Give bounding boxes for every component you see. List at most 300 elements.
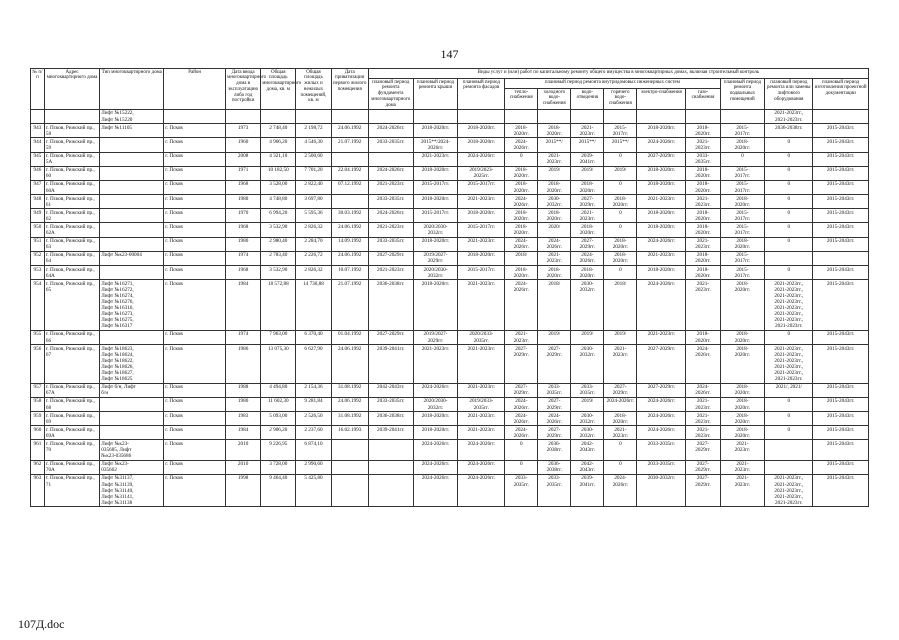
cell-facade: 2018-2020гг. [458, 209, 505, 223]
cell-area-living: 5 595,36 [296, 209, 331, 223]
cell-cold-water: 2020/ [538, 223, 571, 237]
cell-hot-water: 2018- 2020гг. [604, 412, 637, 426]
cell-basement: 2015- 2017гг. [720, 209, 765, 223]
cell-elevator: 0 [765, 138, 813, 152]
cell-foundation [368, 152, 413, 166]
cell-area-total: 6 994,20 [261, 209, 296, 223]
cell-gas: 2021- 2023гг. [686, 426, 720, 440]
cell-type: Лифт №16271, Лифт №16272, Лифт №16274, Лифт №16276, Лифт №16316, Лифт №16273, Лифт №16275, Лифт №16317 [100, 280, 164, 331]
table-row [31, 397, 869, 411]
cell-year: 1968 [226, 223, 261, 237]
cell-foundation: 2021-2023гг. [368, 223, 413, 237]
cell-gas: 2021- 2023гг. [686, 280, 720, 331]
cell-district: г. Псков [164, 152, 226, 166]
cell-hot-water: 2015**/ [604, 138, 637, 152]
cell-area-total: 4 321,10 [261, 152, 296, 166]
cell-privatization: 16.02.1993 [331, 426, 368, 440]
cell-elevator [765, 440, 813, 460]
cell-no: 955 [31, 330, 45, 344]
cell-area-total: 9 226,95 [261, 440, 296, 460]
cell-privatization: 24.06.1992 [331, 124, 368, 138]
cell-gas: 2018- 2020гг. [686, 251, 720, 265]
cell-roof: 2020/2030- 2032гг. [413, 397, 458, 411]
cell-address: г. Псков, Рижский пр., 5А [44, 152, 99, 166]
cell-elevator: 0 [765, 180, 813, 194]
cell-gas: 2024- 2026гг. [686, 383, 720, 397]
cell-basement: 2018- 2020гг. [720, 280, 765, 331]
cell-year: 1970 [226, 209, 261, 223]
cell-foundation: 2033-2035гг. [368, 397, 413, 411]
cell-roof: 2020/2030- 2032гг. [413, 223, 458, 237]
cell-year: 2010 [226, 440, 261, 460]
cell-year: 1983 [226, 412, 261, 426]
cell-year: 1968 [226, 180, 261, 194]
cell-heat: 2024- 2026гг. [505, 237, 538, 251]
cell-basement: 2018- 2020гг. [720, 345, 765, 384]
cell-cold-water: 2033- 2035гг. [538, 474, 571, 506]
cell-no: 959 [31, 412, 45, 426]
cell-privatization: 24.06.1992 [331, 345, 368, 384]
cell-gas: 2018- 2020гг. [686, 209, 720, 223]
cell-design: 2015-2043гг. [813, 223, 869, 237]
cell-elevator [765, 460, 813, 474]
cell-privatization: 31.08.1992 [331, 412, 368, 426]
cell-basement: 2015- 2017гг. [720, 251, 765, 265]
cell-design: 2015-2043гг. [813, 440, 869, 460]
cell-no: 958 [31, 397, 45, 411]
cell-address [44, 109, 99, 123]
cell-privatization: 24.06.1992 [331, 223, 368, 237]
table-row [31, 251, 869, 265]
cell-no: 961 [31, 440, 45, 460]
cell-privatization: 31.08.1992 [331, 383, 368, 397]
table-row [31, 426, 869, 440]
cell-electric [637, 109, 686, 123]
cell-design: 2015-2043гг. [813, 237, 869, 251]
cell-basement [720, 109, 765, 123]
cell-electric: 2024-2026гг. [637, 412, 686, 426]
cell-sewer: 2018- 2020гг. [571, 223, 604, 237]
cell-district: г. Псков [164, 397, 226, 411]
cell-district: г. Псков [164, 474, 226, 506]
cell-district: г. Псков [164, 180, 226, 194]
table-row [31, 209, 869, 223]
cell-district [164, 109, 226, 123]
cell-sewer: 2027- 2029гг. [571, 237, 604, 251]
cell-address: г. Псков, Рижский пр., 66 [44, 330, 99, 344]
cell-roof: 2018-2020гг. [413, 412, 458, 426]
cell-electric: 2027-2029гг. [637, 383, 686, 397]
cell-area-living: 2 526,50 [296, 412, 331, 426]
cell-cold-water: 2036- 2038гг. [538, 440, 571, 460]
cell-hot-water: 0 [604, 209, 637, 223]
cell-elevator: 0 [765, 195, 813, 209]
cell-gas: 2021- 2023гг. [686, 195, 720, 209]
col-header-address: Адрес многоквартирного дома [44, 69, 99, 110]
cell-cold-water: 2018- 2020гг. [538, 124, 571, 138]
cell-gas: 2027- 2029гг. [686, 460, 720, 474]
table-row [31, 460, 869, 474]
table-body [31, 109, 869, 506]
col-header-basement: плановый период ремонта подвальных помещений [720, 79, 765, 110]
cell-electric: 2018-2020гг. [637, 209, 686, 223]
cell-roof: 2018-2020гг. [413, 166, 458, 180]
cell-address: г. Псков, Рижский пр., 64А [44, 266, 99, 280]
cell-cold-water: 2024- 2026гг. [538, 237, 571, 251]
cell-facade: 2024-2026гг. [458, 440, 505, 460]
cell-design: 2015-2043гг. [813, 412, 869, 426]
cell-type [100, 195, 164, 209]
cell-foundation: 2024-2026гг. [368, 209, 413, 223]
cell-basement: 2018- 2020гг. [720, 383, 765, 397]
cell-year: 1984 [226, 280, 261, 331]
cell-roof: 2019/2027- 2029гг. [413, 251, 458, 265]
cell-type: Лифт №18623, Лифт №18624, Лифт №18622, Лифт №18626, Лифт №18627, Лифт №18625 [100, 345, 164, 384]
cell-gas: 2018- 2020гг. [686, 166, 720, 180]
cell-gas: 2021- 2023гг. [686, 237, 720, 251]
cell-area-total: 13 075,30 [261, 345, 296, 384]
cell-facade: 2021-2023гг. [458, 426, 505, 440]
cell-privatization: 10.07.1992 [331, 266, 368, 280]
cell-design: 2015-2043гг. [813, 266, 869, 280]
cell-no: 951 [31, 237, 45, 251]
cell-elevator: 2021-2023гг., 2021-2023гг., 2021-2023гг., 2021-2023гг., 2021-2023гг., 2021-2023гг., 2021-2023гг., 2021-2023гг. [765, 280, 813, 331]
cell-electric: 2033-2035гг. [637, 460, 686, 474]
cell-electric: 2018-2020гг. [637, 166, 686, 180]
cell-facade: 2021-2023гг. [458, 195, 505, 209]
capital-repair-register-table [30, 68, 869, 507]
cell-area-total: 11 602,30 [261, 397, 296, 411]
cell-roof: 2015-2017гг. [413, 180, 458, 194]
cell-facade: 2019/2033- 2035гг. [458, 397, 505, 411]
cell-type: Лифт №к23-00004 [100, 251, 164, 265]
cell-district: г. Псков [164, 266, 226, 280]
cell-cold-water: 2033- 2035гг. [538, 383, 571, 397]
cell-privatization: 22.04.1992 [331, 166, 368, 180]
cell-area-living: 6 874,10 [296, 440, 331, 460]
cell-area-total: 9 464,40 [261, 474, 296, 506]
cell-roof: 2024-2026гг. [413, 383, 458, 397]
cell-heat: 2033- 2035гг. [505, 474, 538, 506]
cell-foundation: 2027-2029гг. [368, 251, 413, 265]
cell-gas: 2018- 2020гг. [686, 266, 720, 280]
cell-sewer: 2019/ [571, 397, 604, 411]
cell-area-living: 2 154,36 [296, 383, 331, 397]
cell-design [813, 109, 869, 123]
cell-facade: 2018-2020гг. [458, 138, 505, 152]
cell-roof: 2018-2020гг. [413, 195, 458, 209]
cell-no: 960 [31, 426, 45, 440]
cell-electric: 2024-2026гг. [637, 280, 686, 331]
cell-cold-water: 2019/ [538, 330, 571, 344]
cell-area-total: 4 748,80 [261, 195, 296, 209]
cell-roof [413, 109, 458, 123]
table-row [31, 237, 869, 251]
cell-sewer [571, 109, 604, 123]
cell-facade: 2021-2023гг. [458, 280, 505, 331]
cell-area-total [261, 109, 296, 123]
cell-elevator: 0 [765, 223, 813, 237]
cell-foundation [368, 474, 413, 506]
cell-address: г. Псков, Рижский пр., 69А [44, 426, 99, 440]
cell-design: 2015-2043гг. [813, 426, 869, 440]
cell-design: 2015-2043гг. [813, 474, 869, 506]
cell-district: г. Псков [164, 124, 226, 138]
cell-gas: 2021- 2023гг. [686, 412, 720, 426]
cell-heat: 2027- 2029гг. [505, 383, 538, 397]
cell-privatization [331, 152, 368, 166]
cell-heat: 0 [505, 460, 538, 474]
cell-heat: 2018- 2020гг. [505, 124, 538, 138]
cell-roof: 2020/2030- 2032гг. [413, 266, 458, 280]
table-row [31, 180, 869, 194]
cell-cold-water: 2027- 2029гг. [538, 397, 571, 411]
table-row [31, 138, 869, 152]
cell-facade: 2021-2023гг. [458, 412, 505, 426]
cell-design: 2015-2043гг. [813, 195, 869, 209]
cell-design: 2015-2043гг. [813, 383, 869, 397]
cell-foundation [368, 440, 413, 460]
cell-electric: 2033-2035гг. [637, 440, 686, 460]
cell-design: 2015-2043гг. [813, 280, 869, 331]
cell-roof: 2015-2017гг. [413, 209, 458, 223]
cell-area-total: 3 532,90 [261, 223, 296, 237]
cell-area-total: 7 963,00 [261, 330, 296, 344]
cell-district: г. Псков [164, 195, 226, 209]
cell-elevator: 0 [765, 330, 813, 344]
cell-basement: 0 [720, 152, 765, 166]
cell-no: 947 [31, 180, 45, 194]
cell-foundation: 2033-2035гг. [368, 195, 413, 209]
cell-basement: 2015- 2017гг. [720, 180, 765, 194]
cell-basement: 2021- 2023гг. [720, 474, 765, 506]
cell-type: Лифт №31137, Лифт №31139, Лифт №31140, Лифт №31141, Лифт №31138 [100, 474, 164, 506]
col-header-area-living: Общая площадь жилых и нежилых помещений, кв. м [296, 69, 331, 110]
cell-year: 1998 [226, 474, 261, 506]
cell-basement: 2021- 2023гг. [720, 440, 765, 460]
cell-type [100, 266, 164, 280]
cell-hot-water: 0 [604, 266, 637, 280]
cell-district: г. Псков [164, 383, 226, 397]
cell-basement: 2015- 2017гг. [720, 124, 765, 138]
cell-type [100, 426, 164, 440]
cell-type [100, 397, 164, 411]
table-row [31, 440, 869, 460]
cell-area-living: 2 822,40 [296, 180, 331, 194]
cell-address: г. Псков, Рижский пр., 68 [44, 397, 99, 411]
cell-elevator: 2021-2023гг., 2021-2023гг. [765, 109, 813, 123]
cell-year: 1974 [226, 330, 261, 344]
cell-address: г. Псков, Рижский пр., 60 [44, 166, 99, 180]
cell-district: г. Псков [164, 209, 226, 223]
cell-design: 2015-2043гг. [813, 397, 869, 411]
cell-address: г. Псков, Рижский пр., 67 [44, 345, 99, 384]
cell-district: г. Псков [164, 426, 226, 440]
cell-heat: 2018- 2020гг. [505, 180, 538, 194]
cell-elevator: 0 [765, 209, 813, 223]
cell-privatization: 24.06.1992 [331, 251, 368, 265]
cell-type [100, 138, 164, 152]
col-header-cold-water: холодного водо-снабжения [538, 89, 571, 110]
cell-basement: 2021- 2023гг. [720, 460, 765, 474]
cell-basement: 2018- 2020гг. [720, 426, 765, 440]
cell-type [100, 330, 164, 344]
cell-no: 954 [31, 280, 45, 331]
cell-design: 2015-2043гг. [813, 124, 869, 138]
cell-area-living: 9 281,84 [296, 397, 331, 411]
cell-privatization: 30.03.1992 [331, 209, 368, 223]
cell-year [226, 109, 261, 123]
cell-year: 1988 [226, 383, 261, 397]
cell-foundation: 2024-2026гг. [368, 124, 413, 138]
cell-electric: 2018-2020гг. [637, 180, 686, 194]
cell-hot-water: 0 [604, 152, 637, 166]
cell-facade: 2018-2020гг. [458, 124, 505, 138]
cell-type: Лифт №к23- 035685, Лифт №к23-035686 [100, 440, 164, 460]
cell-privatization: 21.07.1992 [331, 280, 368, 331]
cell-heat: 2024- 2026гг. [505, 412, 538, 426]
cell-roof: 2019/2027- 2029гг. [413, 330, 458, 344]
cell-heat: 2027- 2029гг. [505, 345, 538, 384]
cell-roof: 2021-2023гг. [413, 345, 458, 384]
cell-facade: 2019/2023- 2025гг. [458, 166, 505, 180]
cell-area-total: 2 748,40 [261, 124, 296, 138]
table-row [31, 109, 869, 123]
cell-cold-water [538, 109, 571, 123]
cell-hot-water: 0 [604, 440, 637, 460]
cell-area-living: 2 237,60 [296, 426, 331, 440]
cell-area-total: 2 906,20 [261, 426, 296, 440]
col-header-district: Район [164, 69, 226, 110]
cell-address: г. Псков, Рижский пр., 61 [44, 195, 99, 209]
cell-type [100, 180, 164, 194]
cell-electric: 2018-2020гг. [637, 124, 686, 138]
table-row [31, 166, 869, 180]
cell-area-total: 5 093,00 [261, 412, 296, 426]
cell-sewer: 2030- 2032гг. [571, 426, 604, 440]
cell-heat: 2018- 2020гг. [505, 166, 538, 180]
cell-year: 1980 [226, 397, 261, 411]
cell-address: г. Псков, Рижский пр., 59 [44, 138, 99, 152]
cell-facade: 2021-2023гг. [458, 345, 505, 384]
cell-elevator: 0 [765, 426, 813, 440]
cell-heat: 2018- 2020гг. [505, 223, 538, 237]
cell-hot-water: 0 [604, 223, 637, 237]
col-header-roof: плановый период ремонта крыши [413, 79, 458, 110]
cell-address: г. Псков, Рижский пр., 67А [44, 383, 99, 397]
cell-basement: 2018- 2020гг. [720, 138, 765, 152]
header-row-1 [31, 69, 869, 79]
cell-electric: 2021-2023гг. [637, 251, 686, 265]
cell-address: г. Псков, Рижский пр., 64 [44, 251, 99, 265]
cell-basement: 2015- 2017гг. [720, 166, 765, 180]
cell-gas: 2024- 2026гг. [686, 345, 720, 384]
cell-hot-water: 2024-2026гг. [604, 397, 637, 411]
table-row [31, 266, 869, 280]
cell-type: Лифт №15222, Лифт №15220 [100, 109, 164, 123]
col-header-area-total: Общая площадь многоквартирного дома, кв. м [261, 69, 296, 110]
cell-type [100, 412, 164, 426]
cell-basement: 2018- 2020гг. [720, 237, 765, 251]
cell-heat: 0 [505, 440, 538, 460]
cell-cold-water: 2018- 2020гг. [538, 266, 571, 280]
cell-basement: 2018- 2020гг. [720, 412, 765, 426]
cell-district: г. Псков [164, 440, 226, 460]
col-header-hot-water: горячего водо-снабжения [604, 89, 637, 110]
table-row [31, 345, 869, 384]
cell-facade: 2015-2017гг. [458, 180, 505, 194]
cell-facade: 2018-2020гг. [458, 251, 505, 265]
col-header-privatization: Дата приватизации первого жилого помещения [331, 69, 368, 110]
cell-electric: 2018-2020гг. [637, 223, 686, 237]
cell-facade: 2020/2033- 2035гг. [458, 330, 505, 344]
cell-design: 2015-2043гг. [813, 345, 869, 384]
cell-sewer: 2018- 2020гг. [571, 266, 604, 280]
cell-facade: 2015-2017гг. [458, 223, 505, 237]
col-header-facade: плановый период ремонта фасадов [458, 79, 505, 110]
cell-elevator: 0 [765, 152, 813, 166]
cell-year: 1960 [226, 138, 261, 152]
cell-basement: 2015- 2017гг. [720, 223, 765, 237]
cell-electric: 2024-2026гг. [637, 237, 686, 251]
cell-cold-water: 2018/ [538, 280, 571, 331]
cell-no [31, 109, 45, 123]
cell-cold-water: 2036- 2038гг. [538, 460, 571, 474]
cell-year: 1968 [226, 266, 261, 280]
cell-gas: 2021- 2023гг. [686, 138, 720, 152]
col-header-sewer: водо-отведения [571, 89, 604, 110]
cell-sewer: 2039- 2041гг. [571, 152, 604, 166]
cell-elevator: 0 [765, 397, 813, 411]
cell-sewer: 2021- 2023гг. [571, 124, 604, 138]
cell-sewer: 2030- 2032гг. [571, 412, 604, 426]
cell-facade: 2021-2023гг. [458, 383, 505, 397]
cell-heat: 2024- 2026гг. [505, 280, 538, 331]
cell-privatization [331, 440, 368, 460]
cell-cold-water: 2030- 2032гг. [538, 195, 571, 209]
cell-foundation: 2036-2038гг. [368, 412, 413, 426]
cell-district: г. Псков [164, 412, 226, 426]
cell-address: г. Псков, Рижский пр., 58 [44, 124, 99, 138]
col-header-elevator: плановый период ремонта или замены лифтового оборудования [765, 79, 813, 110]
cell-cold-water: 2019/ [538, 166, 571, 180]
cell-no: 963 [31, 474, 45, 506]
cell-hot-water: 0 [604, 180, 637, 194]
cell-sewer: 2039- 2041гг. [571, 474, 604, 506]
cell-area-total: 3 532,90 [261, 266, 296, 280]
cell-gas: 2018- 2020гг. [686, 180, 720, 194]
cell-heat: 2018- 2020гг. [505, 266, 538, 280]
cell-design: 2015-2043гг. [813, 166, 869, 180]
cell-heat: 2024- 2026гг. [505, 138, 538, 152]
table-row [31, 152, 869, 166]
cell-area-total: 3 528,00 [261, 180, 296, 194]
cell-area-living: 7 701,20 [296, 166, 331, 180]
table-row [31, 223, 869, 237]
cell-type [100, 237, 164, 251]
cell-sewer: 2019/ [571, 166, 604, 180]
cell-area-living: 3 697,80 [296, 195, 331, 209]
cell-area-total: 4 494,80 [261, 383, 296, 397]
cell-area-total: 2 783,40 [261, 251, 296, 265]
cell-privatization: 07.12.1992 [331, 180, 368, 194]
table-row [31, 124, 869, 138]
cell-gas: 2027- 2029гг. [686, 440, 720, 460]
cell-district: г. Псков [164, 345, 226, 384]
cell-area-living: 2 826,32 [296, 266, 331, 280]
cell-area-living: 2 990,60 [296, 460, 331, 474]
cell-basement: 2018- 2020гг. [720, 195, 765, 209]
